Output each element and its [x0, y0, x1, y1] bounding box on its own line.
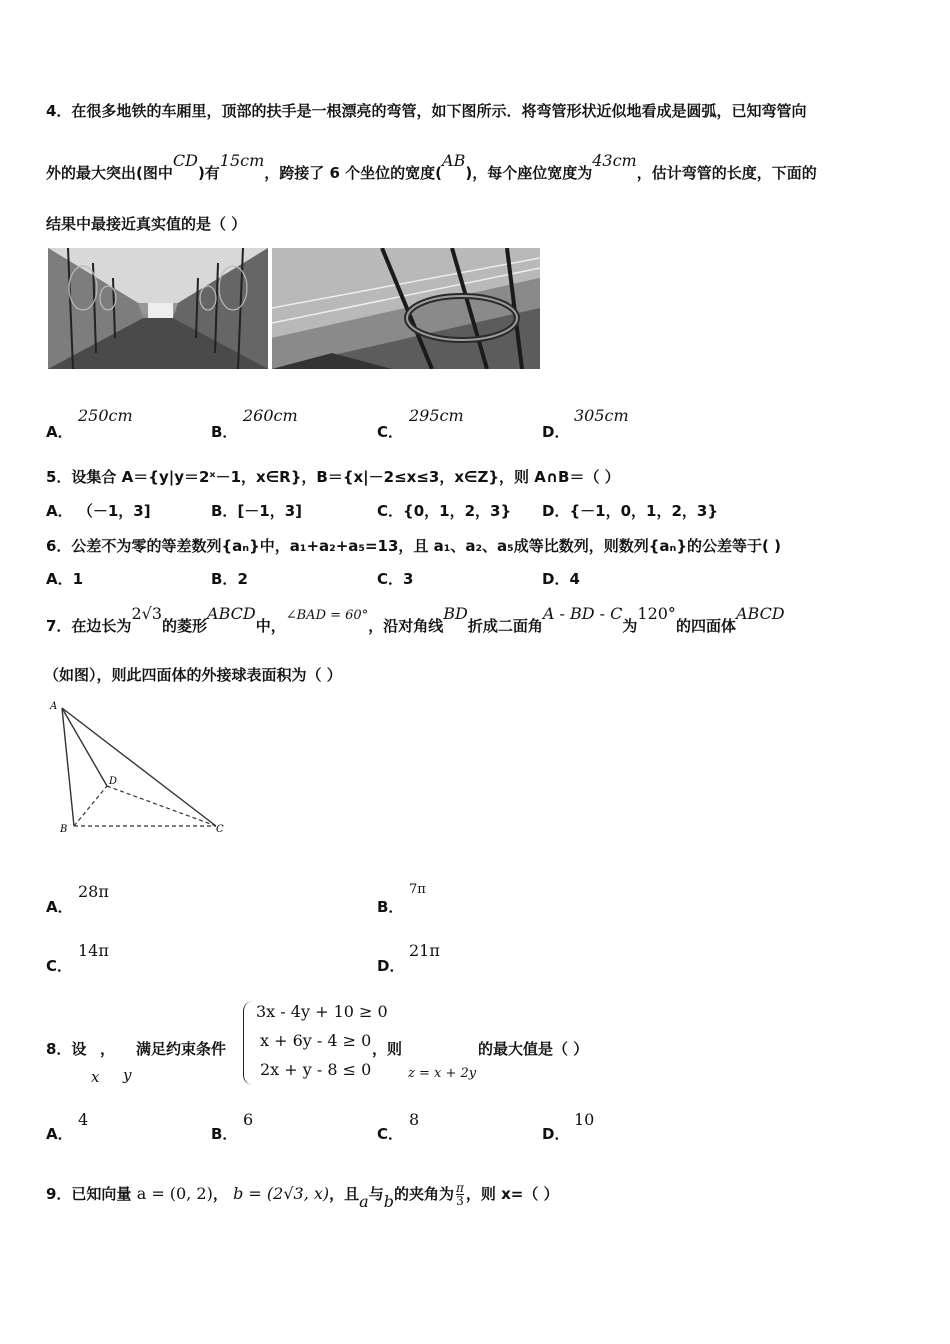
q9-text: ，且: [329, 1185, 360, 1203]
math-vector-a: a = (0, 2): [136, 1184, 213, 1203]
q8-option-b-value: 6: [243, 1110, 254, 1129]
q7-text: 为: [622, 617, 638, 635]
q7-text: 中，: [255, 617, 286, 635]
vertex-label-b: B: [60, 824, 68, 835]
q7-text: 7．在边长为: [46, 617, 132, 635]
math-b: b: [383, 1192, 394, 1211]
option-letter: B．: [211, 570, 238, 588]
math-43cm: 43cm: [592, 151, 637, 170]
q4-option-d-value: 305cm: [574, 406, 629, 425]
math-120: 120°: [637, 604, 676, 623]
math-side: 2√3: [131, 604, 163, 623]
q8-stem-e: 的最大值是（ ）: [478, 1040, 589, 1058]
q9-text: 9．已知向量: [46, 1185, 132, 1203]
q4-option-c[interactable]: [377, 422, 403, 442]
q4-stem-line1: 4．在很多地铁的车厢里，顶部的扶手是一根漂亮的弯管，如下图所示．将弯管形状近似地看成是圆弧，已知弯管向: [46, 102, 807, 120]
option-letter: A．: [46, 898, 73, 916]
q7-text: ，沿对角线: [368, 617, 444, 635]
option-value: 1: [72, 570, 84, 588]
option-letter: A．: [46, 570, 73, 588]
constraint-1: 3x - 4y + 10 ≥ 0: [256, 1002, 388, 1021]
math-a: a: [359, 1192, 369, 1211]
q6-stem: 6．公差不为零的等差数列{aₙ}中，a₁+a₂+a₅=13，且 a₁、a₂、a₅成等比数列，则数列{aₙ}的公差等于( ): [46, 537, 781, 555]
math-bd: BD: [443, 604, 468, 623]
constraint-2: x + 6y - 4 ≥ 0: [260, 1031, 372, 1050]
q4-text: ，跨接了 6 个坐位的宽度(: [264, 164, 443, 182]
option-value: [－1，3]: [237, 502, 303, 520]
q7-text: 折成二面角: [467, 617, 543, 635]
vertex-label-c: C: [216, 824, 224, 835]
q8-option-b[interactable]: [211, 1124, 237, 1144]
option-value: 3: [403, 570, 414, 588]
q7-stem-line2: （如图），则此四面体的外接球表面积为（ ）: [44, 666, 342, 684]
fraction-denominator: 3: [456, 1194, 464, 1208]
q4-option-a-value: 250cm: [78, 406, 133, 425]
option-letter: D．: [542, 570, 570, 588]
option-letter: C．: [377, 1125, 404, 1143]
q7-option-a-value: 28π: [78, 882, 109, 901]
q4-text: )有: [197, 164, 220, 182]
q5-option-a[interactable]: [46, 501, 151, 521]
math-dihedral: A - BD - C: [542, 604, 623, 623]
q5-stem: 5．设集合 A＝{y|y＝2ˣ－1，x∈R}，B＝{x|－2≤x≤3，x∈Z}，则 A∩B＝（ ）: [46, 468, 620, 486]
q8-option-a-value: 4: [78, 1110, 89, 1129]
q5-option-d[interactable]: [542, 501, 718, 521]
subway-photo-right: [272, 248, 540, 369]
option-value: {0，1，2，3}: [403, 502, 512, 520]
q4-option-b[interactable]: [211, 422, 237, 442]
q8-constraint-system: [243, 1001, 388, 1085]
q8-option-d-value: 10: [574, 1110, 595, 1129]
math-fraction: [456, 1182, 464, 1207]
option-letter: A．: [46, 502, 73, 520]
q9-text: 与: [368, 1185, 384, 1203]
math-vector-b: b = (2√3, x): [233, 1184, 330, 1203]
option-letter: D．: [542, 1125, 570, 1143]
q4-option-a[interactable]: [46, 422, 73, 442]
q9-text: ，则 x=（ ）: [465, 1185, 559, 1203]
option-letter: D．: [542, 423, 570, 441]
option-letter: D．: [377, 957, 405, 975]
q8-var-x: x: [91, 1068, 100, 1086]
q8-stem-b: ，: [100, 1040, 116, 1058]
option-letter: C．: [377, 423, 404, 441]
option-letter: A．: [46, 423, 73, 441]
q8-objective: z = x + 2y: [408, 1066, 477, 1081]
math-ab: AB: [442, 151, 466, 170]
option-letter: B．: [211, 1125, 238, 1143]
q8-stem-c: 满足约束条件: [136, 1040, 227, 1058]
option-letter: B．: [211, 502, 238, 520]
tetrahedron-figure: [44, 698, 229, 838]
constraint-3: 2x + y - 8 ≤ 0: [260, 1060, 372, 1079]
q7-option-d-value: 21π: [409, 941, 440, 960]
option-letter: C．: [377, 502, 404, 520]
q8-stem-a: 8．设: [46, 1040, 87, 1058]
q4-option-c-value: 295cm: [409, 406, 464, 425]
q7-option-b[interactable]: [377, 897, 403, 917]
q7-text: 的四面体: [675, 617, 736, 635]
q8-stem-d: ，则: [372, 1040, 403, 1058]
q6-option-d[interactable]: [542, 569, 580, 589]
q7-option-a[interactable]: [46, 897, 73, 917]
q7-option-d[interactable]: [377, 956, 404, 976]
q7-option-c-value: 14π: [78, 941, 109, 960]
q7-option-c[interactable]: [46, 956, 72, 976]
math-abcd: ABCD: [735, 604, 785, 623]
option-value: 2: [237, 570, 248, 588]
q4-option-d[interactable]: [542, 422, 569, 442]
q4-text: 外的最大突出(图中: [46, 164, 173, 182]
q8-var-y: y: [123, 1066, 132, 1084]
q4-text: )，每个座位宽度为: [465, 164, 593, 182]
q9-text: 的夹角为: [393, 1185, 454, 1203]
math-cd: CD: [172, 151, 198, 170]
option-value: （－1，3]: [77, 502, 151, 520]
q4-option-b-value: 260cm: [243, 406, 298, 425]
q7-option-b-value: 7π: [409, 882, 426, 897]
math-15cm: 15cm: [219, 151, 265, 170]
q8-option-c-value: 8: [409, 1110, 420, 1129]
vertex-label-d: D: [109, 776, 118, 787]
q9-text: ，: [212, 1185, 228, 1203]
option-letter: C．: [46, 957, 73, 975]
q5-option-b[interactable]: [211, 501, 302, 521]
q5-option-c[interactable]: [377, 501, 511, 521]
q8-option-c[interactable]: [377, 1124, 403, 1144]
edge-bd: [74, 786, 107, 826]
q4-stem-line3: 结果中最接近真实值的是（ ）: [46, 215, 247, 233]
vertex-label-a: A: [50, 701, 58, 712]
edge-dc: [107, 786, 216, 826]
q8-option-a[interactable]: [46, 1124, 73, 1144]
subway-photo-left: [48, 248, 268, 369]
q7-stem-line1: [46, 604, 785, 638]
option-letter: A．: [46, 1125, 73, 1143]
q6-option-c[interactable]: [377, 569, 413, 589]
option-letter: B．: [211, 423, 238, 441]
q6-option-b[interactable]: [211, 569, 248, 589]
option-letter: D．: [542, 502, 570, 520]
q4-stem-line2: [46, 151, 817, 183]
math-angle: ∠BAD = 60°: [285, 608, 369, 623]
option-value: {－1，0，1，2，3}: [569, 502, 718, 520]
option-value: 4: [569, 570, 580, 588]
q4-text: ，估计弯管的长度，下面的: [636, 164, 817, 182]
q6-option-a[interactable]: [46, 569, 83, 589]
option-letter: B．: [377, 898, 404, 916]
q8-option-d[interactable]: [542, 1124, 569, 1144]
edge-ac: [62, 708, 216, 826]
q7-text: 的菱形: [162, 617, 208, 635]
option-letter: C．: [377, 570, 404, 588]
q9-stem: [46, 1181, 559, 1211]
math-abcd: ABCD: [207, 604, 256, 623]
fraction-numerator: π: [455, 1181, 464, 1195]
